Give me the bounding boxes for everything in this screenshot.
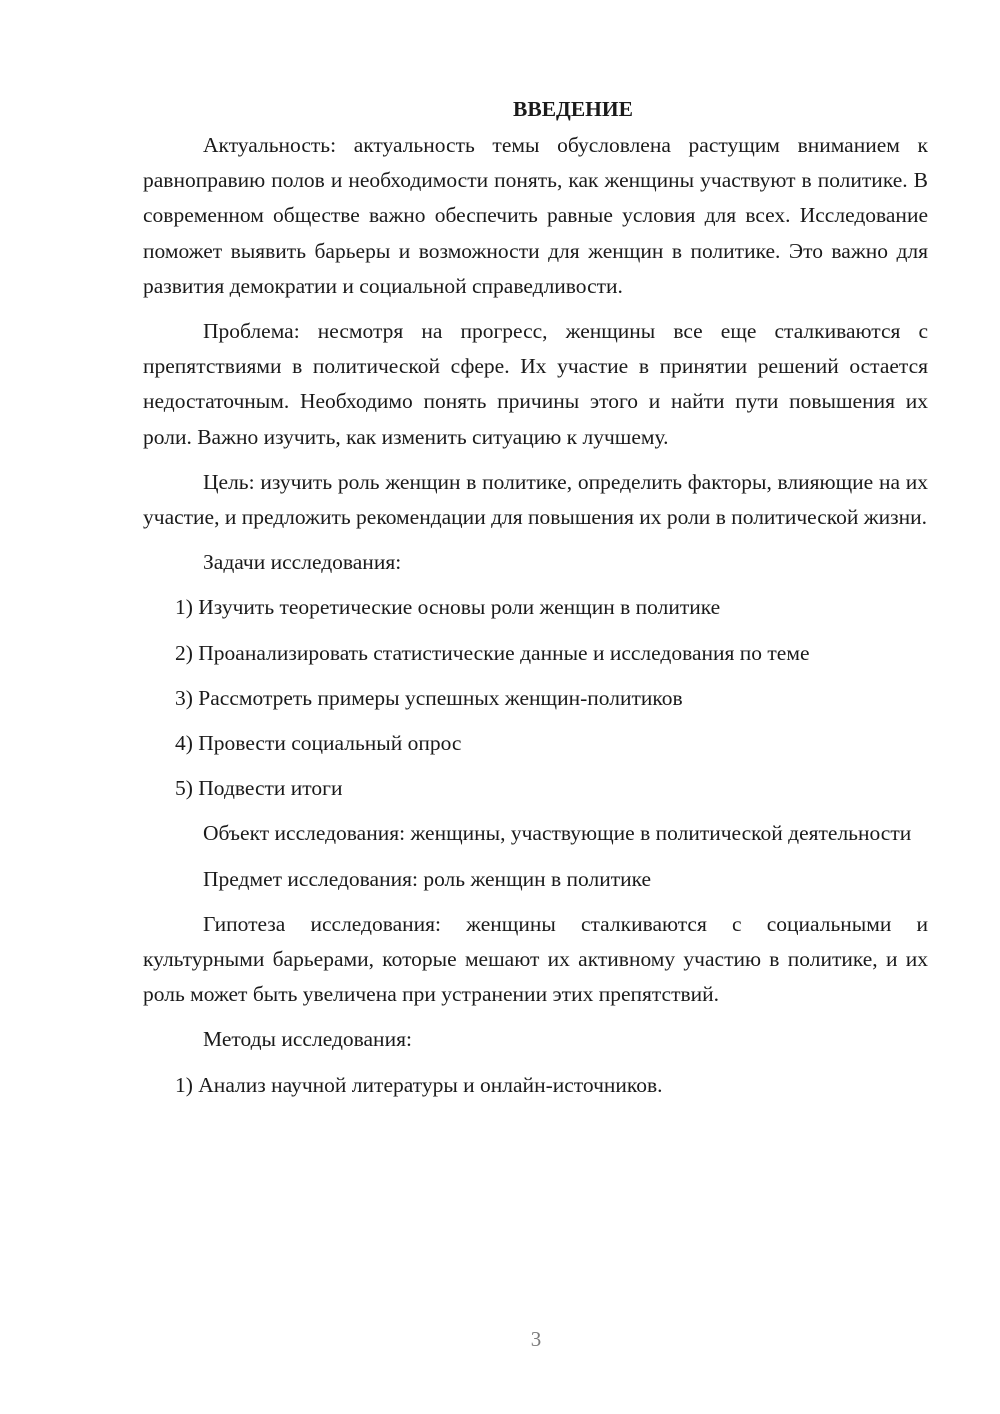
document-page <box>143 92 928 1113</box>
list-item: 2) Проанализировать статистические данные и исследования по теме <box>175 640 810 665</box>
list-item: 3) Рассмотреть примеры успешных женщин-политиков <box>175 685 683 710</box>
methods-list <box>143 1068 928 1103</box>
list-item: 4) Провести социальный опрос <box>175 731 462 756</box>
relevance-paragraph: Актуальность: актуальность темы обусловлена растущим вниманием к равноправию полов и необходимости понять, как женщины участвуют в политике. В современном обществе важно обеспечить равные условия для всех. Исследование поможет выявить барьеры и возможности для женщин в политике. Это важно для развития демократии и социальной справедливости. <box>143 133 928 298</box>
subject-line: Предмет исследования: роль женщин в политике <box>203 866 652 891</box>
tasks-list <box>143 590 928 806</box>
methods-heading: Методы исследования: <box>203 1027 412 1052</box>
list-item: 5) Подвести итоги <box>175 776 343 801</box>
hypothesis-paragraph: Гипотеза исследования: женщины сталкиваются с социальными и культурными барьерами, которые мешают их активному участию в политике, и их роль может быть увеличена при устранении этих препятствий. <box>143 911 928 1007</box>
page-title: ВВЕДЕНИЕ <box>513 97 633 121</box>
list-item: 1) Изучить теоретические основы роли женщин в политике <box>175 595 721 620</box>
list-item: 1) Анализ научной литературы и онлайн-источников. <box>175 1072 663 1097</box>
goal-paragraph: Цель: изучить роль женщин в политике, определить факторы, влияющие на их участие, и предложить рекомендации для повышения их роли в политической жизни. <box>143 469 928 530</box>
tasks-heading: Задачи исследования: <box>203 550 402 575</box>
page-number: 3 <box>530 1327 542 1351</box>
object-paragraph: Объект исследования: женщины, участвующие в политической деятельности <box>203 821 912 846</box>
problem-paragraph: Проблема: несмотря на прогресс, женщины все еще сталкиваются с препятствиями в политической сфере. Их участие в принятии решений остается недостаточным. Необходимо понять причины этого и найти пути повышения их роли. Важно изучить, как изменить ситуацию к лучшему. <box>143 319 928 449</box>
